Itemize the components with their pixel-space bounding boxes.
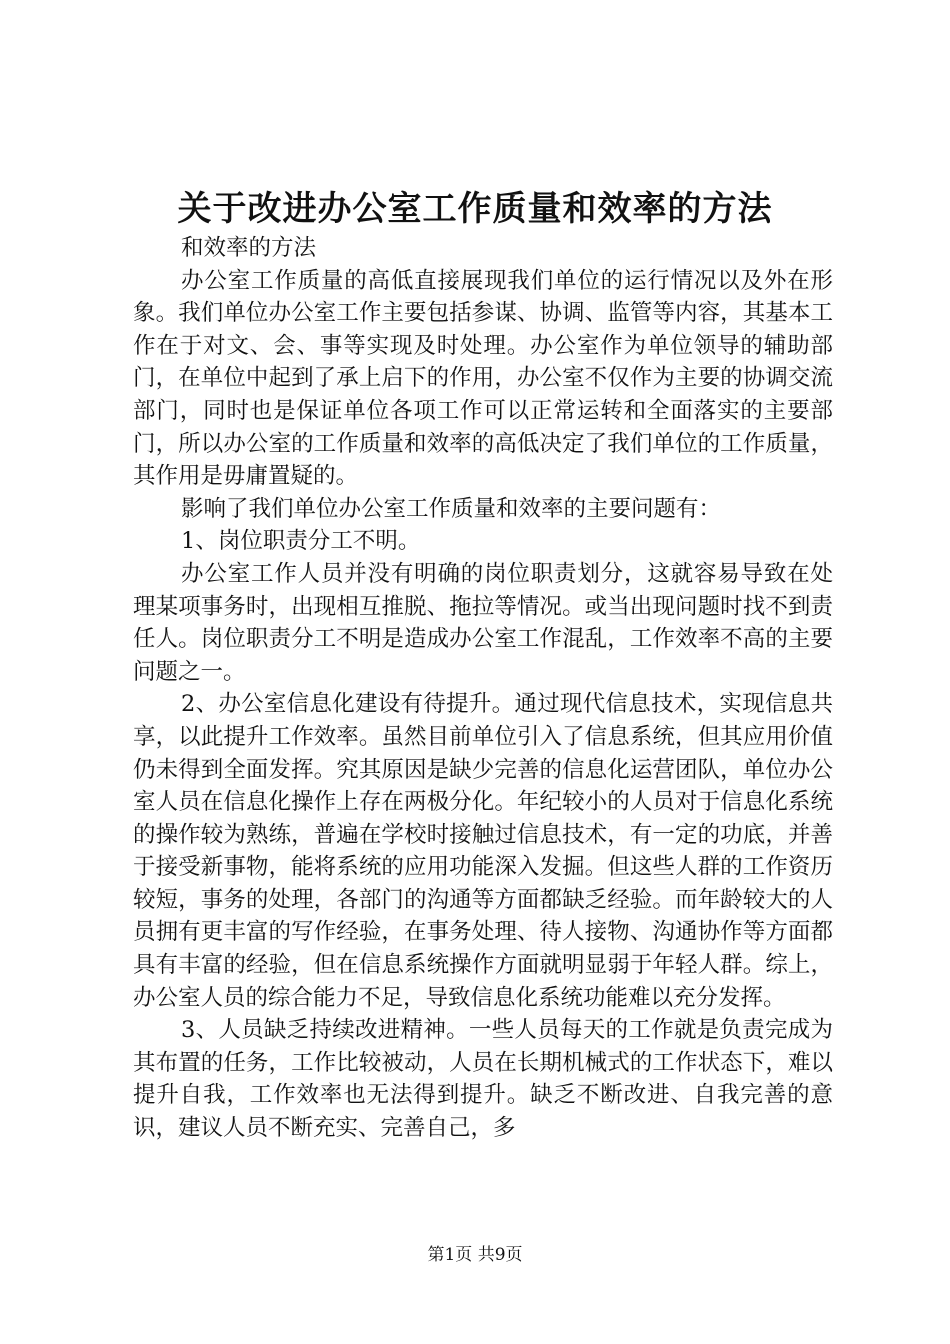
body-paragraph-section-3: 3、人员缺乏持续改进精神。一些人员每天的工作就是负责完成为其布置的任务，工作比较被动，人员在长期机械式的工作状态下，难以提升自我，工作效率也无法得到提升。缺乏不断改进、自我完善的意识，建议人员不断充实、完善自己，多 (133, 1017, 833, 1142)
document-body (133, 232, 833, 1145)
body-paragraph-section-2: 2、办公室信息化建设有待提升。通过现代信息技术，实现信息共享，以此提升工作效率。虽然目前单位引入了信息系统，但其应用价值仍未得到全面发挥。究其原因是缺少完善的信息化运营团队，单位办公室人员在信息化操作上存在两极分化。年纪较小的人员对于信息化系统的操作较为熟练，普遍在学校时接触过信息技术，有一定的功底，并善于接受新事物，能将系统的应用功能深入发掘。但这些人群的工作资历较短，事务的处理，各部门的沟通等方面都缺乏经验。而年龄较大的人员拥有更丰富的写作经验，在事务处理、待人接物、沟通协作等方面都具有丰富的经验，但在信息系统操作方面就明显弱于年轻人群。综上，办公室人员的综合能力不足，导致信息化系统功能难以充分发挥。 (133, 691, 833, 1011)
body-paragraph-problems-heading: 影响了我们单位办公室工作质量和效率的主要问题有： (181, 495, 722, 522)
body-paragraph-intro: 和效率的方法 (181, 235, 317, 261)
body-paragraph-section-1: 办公室工作人员并没有明确的岗位职责划分，这就容易导致在处理某项事务时，出现相互推脱、拖拉等情况。或当出现问题时找不到责任人。岗位职责分工不明是造成办公室工作混乱，工作效率不高的主要问题之一。 (133, 560, 833, 685)
body-paragraph-overview: 办公室工作质量的高低直接展现我们单位的运行情况以及外在形象。我们单位办公室工作主要包括参谋、协调、监管等内容，其基本工作在于对文、会、事等实现及时处理。办公室作为单位领导的辅助部门，在单位中起到了承上启下的作用，办公室不仅作为主要的协调交流部门，同时也是保证单位各项工作可以正常运转和全面落实的主要部门，所以办公室的工作质量和效率的高低决定了我们单位的工作质量，其作用是毋庸置疑的。 (133, 267, 833, 490)
section-heading-1: 1、岗位职责分工不明。 (181, 528, 421, 555)
page-footer: 第1页 共9页 (427, 1245, 523, 1265)
document-title: 关于改进办公室工作质量和效率的方法 (177, 189, 773, 229)
